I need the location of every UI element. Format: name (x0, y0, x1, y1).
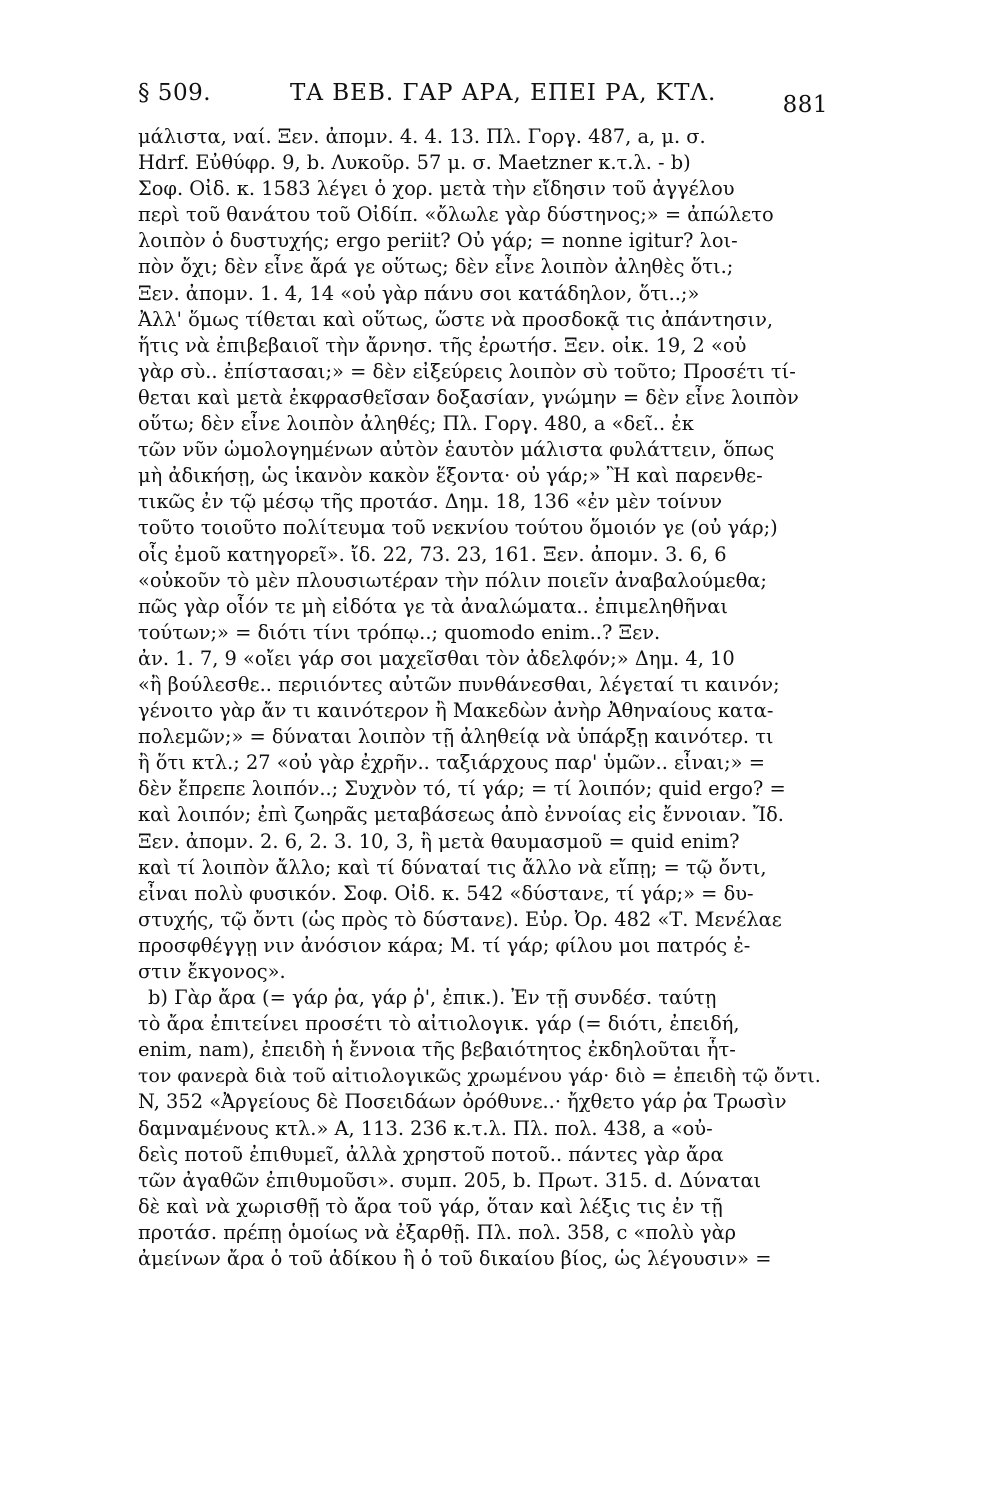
text-line: γὰρ σὺ.. ἐπίστασαι;» = δὲν εἰξεύρεις λοιπὸν σὺ τοῦτο; Προσέτι τί- (138, 359, 796, 383)
text-line: τὸ ἄρα ἐπιτείνει προσέτι τὸ αἰτιολογικ. γάρ (= διότι, ἐπειδή, (138, 1012, 740, 1036)
text-line: ἀν. 1. 7, 9 «οἴει γάρ σοι μαχεῖσθαι τὸν ἀδελφόν;» Δημ. 4, 10 (138, 646, 735, 670)
text-line: «ἢ βούλεσθε.. περιιόντες αὐτῶν πυνθάνεσθαι, λέγεταί τι καινόν; (138, 672, 780, 696)
section-number: § 509. (138, 80, 212, 106)
text-line: τῶν ἀγαθῶν ἐπιθυμοῦσι». συμπ. 205, b. Πρωτ. 315. d. Δύναται (138, 1168, 762, 1192)
text-line: Ξεν. ἀπομν. 2. 6, 2. 3. 10, 3, ἢ μετὰ θαυμασμοῦ = quid enim? (138, 829, 740, 853)
text-line: θεται καὶ μετὰ ἐκφρασθεῖσαν δοξασίαν, γνώμην = δὲν εἶνε λοιπὸν (138, 385, 799, 409)
text-line: δὲν ἔπρεπε λοιπόν..; Συχνὸν τό, τί γάρ; = τί λοιπόν; quid ergo? = (138, 777, 786, 801)
text-line: μὴ ἀδικήσῃ, ὡς ἱκανὸν κακὸν ἕξοντα· οὐ γάρ;» Ἢ καὶ παρενθε- (138, 464, 763, 488)
text-line: προσφθέγγῃ νιν ἀνόσιον κάρα; Μ. τί γάρ; φίλου μοι πατρός ἐ- (138, 933, 751, 957)
text-line: πολεμῶν;» = δύναται λοιπὸν τῇ ἀληθείᾳ νὰ ὑπάρξῃ καινότερ. τι (138, 725, 774, 749)
text-line: οἷς ἐμοῦ κατηγορεῖ». ἴδ. 22, 73. 23, 161. Ξεν. ἀπομν. 3. 6, 6 (138, 542, 727, 566)
text-line: γένοιτο γὰρ ἄν τι καινότερον ἢ Μακεδὼν ἀνὴρ Ἀθηναίους κατα- (138, 699, 774, 723)
text-line: πῶς γὰρ οἷόν τε μὴ εἰδότα γε τὰ ἀναλώματα.. ἐπιμεληθῆναι (138, 594, 728, 618)
text-line: ἢ ὅτι κτλ.; 27 «οὐ γὰρ ἐχρῆν.. ταξιάρχους παρ' ὑμῶν.. εἶναι;» = (138, 751, 765, 775)
text-line: «οὐκοῦν τὸ μὲν πλουσιωτέραν τὴν πόλιν ποιεῖν ἀναβαλούμεθα; (138, 568, 767, 592)
text-line: Ἀλλ' ὅμως τίθεται καὶ οὕτως, ὥστε νὰ προσδοκᾷ τις ἀπάντησιν, (138, 307, 774, 331)
text-line: enim, nam), ἐπειδὴ ἡ ἔννοια τῆς βεβαιότητος ἐκδηλοῦται ἧτ- (138, 1038, 736, 1062)
text-line: εἶναι πολὺ φυσικόν. Σοφ. Οἰδ. κ. 542 «δύστανε, τί γάρ;» = δυ- (138, 881, 754, 905)
text-line: οὕτω; δὲν εἶνε λοιπὸν ἀληθές; Πλ. Γοργ. 480, a «δεῖ.. ἐκ (138, 412, 694, 436)
text-line: Hdrf. Εὐθύφρ. 9, b. Λυκοῦρ. 57 μ. σ. Maetzner κ.τ.λ. - b) (138, 151, 691, 175)
text-line: περὶ τοῦ θανάτου τοῦ Οἰδίπ. «ὄλωλε γὰρ δύστηνος;» = ἀπώλετο (138, 203, 774, 227)
text-line: δεὶς ποτοῦ ἐπιθυμεῖ, ἀλλὰ χρηστοῦ ποτοῦ.. πάντες γὰρ ἄρα (138, 1142, 724, 1166)
text-line: Ξεν. ἀπομν. 1. 4, 14 «οὐ γὰρ πάνυ σοι κατάδηλον, ὅτι..;» (138, 281, 700, 305)
text-line: λοιπὸν ὁ δυστυχής; ergo periit? Οὐ γάρ; = nonne igitur? λοι- (138, 229, 738, 253)
text-line: καὶ λοιπόν; ἐπὶ ζωηρᾶς μεταβάσεως ἀπὸ ἐννοίας εἰς ἔννοιαν. Ἴδ. (138, 803, 784, 827)
text-line: δαμναμένους κτλ.» Α, 113. 236 κ.τ.λ. Πλ. πολ. 438, a «οὐ- (138, 1116, 713, 1140)
running-title: ΤΑ ΒΕΒ. ΓΑΡ ΑΡΑ, ΕΠΕΙ ΡΑ, ΚΤΛ. (290, 80, 717, 106)
text-line: πὸν ὄχι; δὲν εἶνε ἄρά γε οὕτως; δὲν εἶνε λοιπὸν ἀληθὲς ὅτι.; (138, 255, 734, 279)
text-line: Σοφ. Οἰδ. κ. 1583 λέγει ὁ χορ. μετὰ τὴν εἴδησιν τοῦ ἀγγέλου (138, 177, 735, 201)
text-line: b) Γὰρ ἄρα (= γάρ ῥα, γάρ ῥ', ἐπικ.). Ἐν τῇ συνδέσ. ταύτῃ (148, 986, 717, 1010)
text-line: δὲ καὶ νὰ χωρισθῇ τὸ ἄρα τοῦ γάρ, ὅταν καὶ λέξις τις ἐν τῇ (138, 1194, 723, 1218)
text-line: N, 352 «Ἀργείους δὲ Ποσειδάων ὀρόθυνε..· ἤχθετο γάρ ῥα Τρωσὶν (138, 1090, 787, 1114)
text-line: στιν ἔκγονος». (138, 960, 286, 983)
running-header (138, 80, 828, 120)
text-line: μάλιστα, ναί. Ξεν. ἀπομν. 4. 4. 13. Πλ. Γοργ. 487, a, μ. σ. (138, 125, 706, 148)
text-line: στυχής, τῷ ὄντι (ὡς πρὸς τὸ δύστανε). Εὐρ. Ὀρ. 482 «Τ. Μενέλαε (138, 907, 782, 931)
text-line: τον φανερὰ διὰ τοῦ αἰτιολογικῶς χρωμένου γάρ· διὸ = ἐπειδὴ τῷ ὄντι. (138, 1065, 821, 1088)
text-line: καὶ τί λοιπὸν ἄλλο; καὶ τί δύναταί τις ἄλλο νὰ εἴπῃ; = τῷ ὄντι, (138, 855, 767, 879)
text-line: τούτων;» = διότι τίνι τρόπῳ..; quomodo enim..? Ξεν. (138, 620, 661, 644)
text-line: τοῦτο τοιοῦτο πολίτευμα τοῦ νεκνίου τούτου ὅμοιόν γε (οὐ γάρ;) (138, 516, 778, 540)
text-line: προτάσ. πρέπῃ ὁμοίως νὰ ἐξαρθῇ. Πλ. πολ. 358, c «πολὺ γὰρ (138, 1220, 737, 1244)
text-line: τῶν νῦν ὡμολογημένων αὐτὸν ἑαυτὸν μάλιστα φυλάττειν, ὅπως (138, 438, 775, 462)
text-line: τικῶς ἐν τῷ μέσῳ τῆς προτάσ. Δημ. 18, 136 «ἐν μὲν τοίνυν (138, 490, 723, 514)
page-number: 881 (782, 92, 828, 118)
text-line: ἀμείνων ἄρα ὁ τοῦ ἀδίκου ἢ ὁ τοῦ δικαίου βίος, ὡς λέγουσιν» = (138, 1247, 772, 1271)
text-line: ἥτις νὰ ἐπιβεβαιοῖ τὴν ἄρνησ. τῆς ἐρωτήσ. Ξεν. οἰκ. 19, 2 «οὐ (138, 333, 747, 357)
body-text (138, 124, 828, 1272)
